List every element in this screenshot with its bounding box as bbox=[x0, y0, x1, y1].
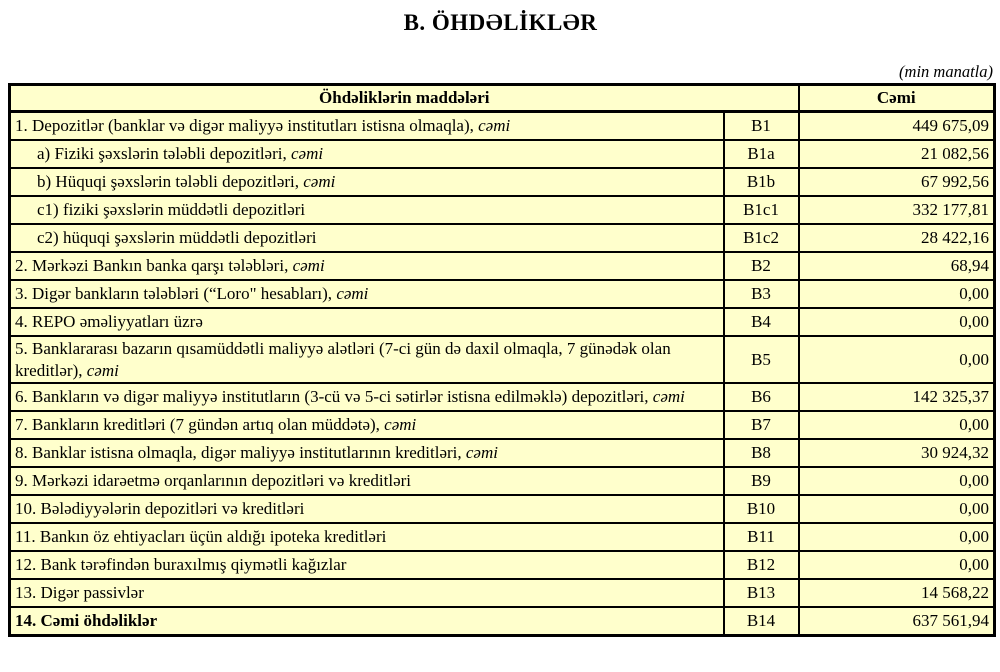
row-label bbox=[10, 607, 724, 636]
row-code: B4 bbox=[724, 308, 799, 336]
row-code: B1a bbox=[724, 140, 799, 168]
row-value: 449 675,09 bbox=[799, 111, 995, 140]
row-code: B13 bbox=[724, 579, 799, 607]
table-row bbox=[10, 411, 995, 439]
row-value: 0,00 bbox=[799, 280, 995, 308]
row-value: 0,00 bbox=[799, 523, 995, 551]
table-row bbox=[10, 224, 995, 252]
row-value: 637 561,94 bbox=[799, 607, 995, 636]
row-value: 0,00 bbox=[799, 495, 995, 523]
row-label-text: 6. Bankların və digər maliyyə institutların (3-cü və 5-ci sətirlər istisna edilməklə) depozitləri, bbox=[15, 387, 653, 407]
unit-note: (min manatla) bbox=[899, 62, 993, 81]
row-code: B2 bbox=[724, 252, 799, 280]
table-row-total bbox=[10, 607, 995, 636]
table-row bbox=[10, 196, 995, 224]
row-code: B8 bbox=[724, 439, 799, 467]
row-label bbox=[10, 411, 724, 439]
row-label-italic: cəmi bbox=[86, 360, 119, 380]
row-label-italic: cəmi bbox=[652, 387, 685, 407]
table-row bbox=[10, 551, 995, 579]
row-value: 0,00 bbox=[799, 467, 995, 495]
row-label-text: 12. Bank tərəfindən buraxılmış qiymətli kağızlar bbox=[15, 555, 347, 575]
row-label bbox=[10, 140, 724, 168]
row-value: 0,00 bbox=[799, 551, 995, 579]
row-code: B1c2 bbox=[724, 224, 799, 252]
row-label-text: 11. Bankın öz ehtiyacları üçün aldığı ipoteka kreditləri bbox=[15, 527, 387, 547]
row-value: 0,00 bbox=[799, 336, 995, 384]
row-label-italic: cəmi bbox=[292, 255, 325, 275]
row-code: B1c1 bbox=[724, 196, 799, 224]
table-row bbox=[10, 383, 995, 411]
row-label bbox=[10, 495, 724, 523]
row-label-italic: cəmi bbox=[478, 115, 511, 135]
row-label-text: 1. Depozitlər (banklar və digər maliyyə institutları istisna olmaqla), bbox=[15, 115, 479, 135]
row-label-italic: cəmi bbox=[384, 415, 417, 435]
row-code: B12 bbox=[724, 551, 799, 579]
liabilities-table bbox=[8, 83, 996, 637]
row-code: B9 bbox=[724, 467, 799, 495]
column-header-total: Cəmi bbox=[799, 85, 995, 112]
table-row bbox=[10, 467, 995, 495]
table-row bbox=[10, 523, 995, 551]
row-label bbox=[10, 252, 724, 280]
row-value: 14 568,22 bbox=[799, 579, 995, 607]
row-value: 0,00 bbox=[799, 308, 995, 336]
row-label-text: a) Fiziki şəxslərin tələbli depozitləri, bbox=[37, 143, 291, 163]
table-row bbox=[10, 308, 995, 336]
row-label-text: 9. Mərkəzi idarəetmə orqanlarının depozitləri və kreditləri bbox=[15, 471, 412, 491]
table-row bbox=[10, 252, 995, 280]
column-header-items: Öhdəliklərin maddələri bbox=[10, 85, 799, 112]
row-value: 21 082,56 bbox=[799, 140, 995, 168]
row-label bbox=[10, 308, 724, 336]
row-label bbox=[10, 280, 724, 308]
row-label bbox=[10, 336, 724, 384]
row-label bbox=[10, 467, 724, 495]
row-label-text: c1) fiziki şəxslərin müddətli depozitləri bbox=[37, 199, 306, 219]
row-label-italic: cəmi bbox=[336, 283, 369, 303]
row-code: B11 bbox=[724, 523, 799, 551]
row-value: 67 992,56 bbox=[799, 168, 995, 196]
row-code: B1b bbox=[724, 168, 799, 196]
row-label-text: 7. Bankların kreditləri (7 gündən artıq olan müddətə), bbox=[15, 415, 385, 435]
table-row bbox=[10, 140, 995, 168]
row-label bbox=[10, 439, 724, 467]
row-label bbox=[10, 551, 724, 579]
table-row bbox=[10, 579, 995, 607]
row-label-text: c2) hüquqi şəxslərin müddətli depozitləri bbox=[37, 227, 317, 247]
table-row bbox=[10, 439, 995, 467]
row-label-text: 5. Banklararası bazarın qısamüddətli maliyyə alətləri (7-ci gün də daxil olmaqla, 7 günədək olan kreditlər), bbox=[15, 338, 671, 380]
table-header-row bbox=[10, 85, 995, 112]
row-label bbox=[10, 111, 724, 140]
row-label-text: 10. Bələdiyyələrin depozitləri və kreditləri bbox=[15, 499, 305, 519]
table-row bbox=[10, 336, 995, 384]
row-code: B5 bbox=[724, 336, 799, 384]
row-value: 332 177,81 bbox=[799, 196, 995, 224]
row-label-text: 14. Cəmi öhdəliklər bbox=[15, 611, 158, 631]
row-label bbox=[10, 168, 724, 196]
row-label bbox=[10, 196, 724, 224]
row-code: B10 bbox=[724, 495, 799, 523]
table-row bbox=[10, 168, 995, 196]
row-value: 30 924,32 bbox=[799, 439, 995, 467]
row-value: 28 422,16 bbox=[799, 224, 995, 252]
row-label bbox=[10, 224, 724, 252]
row-label bbox=[10, 383, 724, 411]
row-label bbox=[10, 579, 724, 607]
row-code: B1 bbox=[724, 111, 799, 140]
table-row bbox=[10, 280, 995, 308]
table-row bbox=[10, 111, 995, 140]
row-label-italic: cəmi bbox=[290, 143, 324, 163]
row-value: 142 325,37 bbox=[799, 383, 995, 411]
row-value: 0,00 bbox=[799, 411, 995, 439]
row-label-italic: cəmi bbox=[465, 443, 498, 463]
row-code: B6 bbox=[724, 383, 799, 411]
row-label-italic: cəmi bbox=[303, 171, 336, 191]
row-label-text: 3. Digər bankların tələbləri (“Loro" hesabları), bbox=[15, 283, 337, 303]
row-label-text: 13. Digər passivlər bbox=[15, 583, 144, 603]
row-code: B3 bbox=[724, 280, 799, 308]
row-value: 68,94 bbox=[799, 252, 995, 280]
row-code: B14 bbox=[724, 607, 799, 636]
row-label-text: 2. Mərkəzi Bankın banka qarşı tələbləri, bbox=[15, 255, 293, 275]
row-label-text: 4. REPO əməliyyatları üzrə bbox=[15, 311, 203, 331]
row-label bbox=[10, 523, 724, 551]
page-title: B. ÖHDƏLİKLƏR bbox=[403, 10, 598, 35]
row-code: B7 bbox=[724, 411, 799, 439]
table-row bbox=[10, 495, 995, 523]
row-label-text: 8. Banklar istisna olmaqla, digər maliyyə institutlarının kreditləri, bbox=[15, 443, 466, 463]
row-label-text: b) Hüquqi şəxslərin tələbli depozitləri, bbox=[37, 171, 304, 191]
